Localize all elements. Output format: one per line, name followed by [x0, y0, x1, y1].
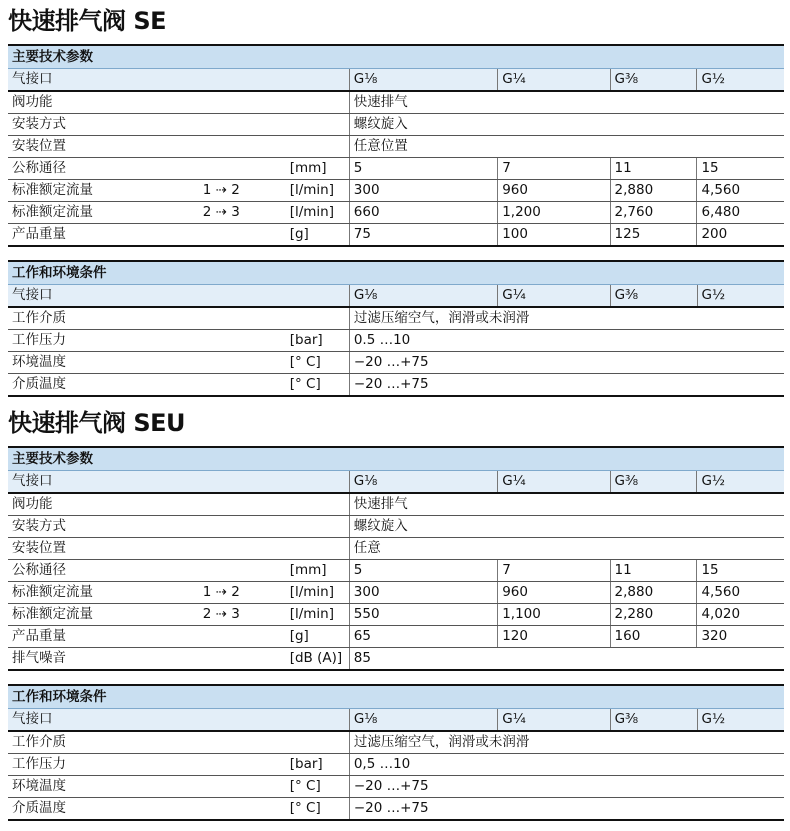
- row-label: 安装位置: [8, 538, 349, 560]
- se-env-port-2: G¼: [498, 285, 610, 308]
- se-main-port-4: G½: [697, 69, 784, 92]
- row-unit: [bar]: [286, 754, 350, 776]
- row-value: −20 …+75: [349, 352, 784, 374]
- row-label: 公称通径: [8, 158, 286, 180]
- row-sub: 1 ⇢ 2: [199, 582, 286, 604]
- row-value: 11: [610, 158, 697, 180]
- row-value: 960: [498, 582, 610, 604]
- row-unit: [l/min]: [286, 202, 350, 224]
- table-row: [8, 560, 784, 582]
- row-value: −20 …+75: [349, 374, 784, 397]
- row-value: 0.5 …10: [349, 330, 784, 352]
- row-value: 125: [610, 224, 697, 247]
- row-value: 1,200: [498, 202, 610, 224]
- table-row: [8, 374, 784, 397]
- row-unit: [l/min]: [286, 582, 350, 604]
- row-value: 2,280: [610, 604, 697, 626]
- se-env-port-label: 气接口: [8, 285, 349, 308]
- row-value: 快速排气: [349, 91, 784, 114]
- row-unit: [° C]: [286, 352, 350, 374]
- row-label: 阀功能: [8, 91, 349, 114]
- table-row: [8, 224, 784, 247]
- row-label: 工作压力: [8, 330, 286, 352]
- row-unit: [° C]: [286, 374, 350, 397]
- row-label: 产品重量: [8, 224, 286, 247]
- row-value: 11: [610, 560, 697, 582]
- se-env-table: [8, 260, 784, 397]
- row-value: 15: [697, 158, 784, 180]
- table-row: [8, 582, 784, 604]
- row-value: 300: [349, 582, 497, 604]
- row-sub: 2 ⇢ 3: [199, 202, 286, 224]
- row-value: 螺纹旋入: [349, 114, 784, 136]
- seu-env-port-4: G½: [697, 709, 784, 732]
- seu-main-table: [8, 446, 784, 671]
- row-value: 65: [349, 626, 497, 648]
- table-row: [8, 776, 784, 798]
- row-value: 快速排气: [349, 493, 784, 516]
- row-value: 过滤压缩空气，润滑或未润滑: [349, 731, 784, 754]
- row-value: 0,5 …10: [349, 754, 784, 776]
- row-value: 2,880: [610, 582, 697, 604]
- seu-title: 快速排气阀 SEU: [8, 409, 186, 437]
- seu-main-port-1: G⅛: [349, 471, 497, 494]
- se-main-header: 主要技术参数: [8, 45, 784, 69]
- seu-main-port-3: G⅜: [610, 471, 697, 494]
- table-row: [8, 136, 784, 158]
- row-value: 550: [349, 604, 497, 626]
- row-value: 5: [349, 560, 497, 582]
- row-label: 标准额定流量: [8, 180, 199, 202]
- row-value: 6,480: [697, 202, 784, 224]
- row-value: −20 …+75: [349, 776, 784, 798]
- row-value: 2,880: [610, 180, 697, 202]
- row-value: 7: [498, 560, 610, 582]
- seu-main-header: 主要技术参数: [8, 447, 784, 471]
- row-label: 工作介质: [8, 731, 349, 754]
- row-label: 阀功能: [8, 493, 349, 516]
- row-value: 320: [697, 626, 784, 648]
- se-env-port-3: G⅜: [610, 285, 697, 308]
- row-label: 安装方式: [8, 114, 349, 136]
- seu-env-header: 工作和环境条件: [8, 685, 784, 709]
- table-row: [8, 114, 784, 136]
- row-sub: 1 ⇢ 2: [199, 180, 286, 202]
- row-value: 120: [498, 626, 610, 648]
- row-unit: [l/min]: [286, 180, 350, 202]
- seu-env-port-1: G⅛: [349, 709, 497, 732]
- table-row: [8, 202, 784, 224]
- row-unit: [mm]: [286, 158, 350, 180]
- row-label: 标准额定流量: [8, 604, 199, 626]
- row-unit: [° C]: [286, 776, 350, 798]
- row-label: 介质温度: [8, 798, 286, 821]
- row-unit: [bar]: [286, 330, 350, 352]
- row-label: 环境温度: [8, 776, 286, 798]
- row-unit: [l/min]: [286, 604, 350, 626]
- row-value: 任意位置: [349, 136, 784, 158]
- row-value: 160: [610, 626, 697, 648]
- row-label: 安装方式: [8, 516, 349, 538]
- row-value: −20 …+75: [349, 798, 784, 821]
- row-value: 4,560: [697, 180, 784, 202]
- table-row: [8, 158, 784, 180]
- table-row: [8, 493, 784, 516]
- row-value: 1,100: [498, 604, 610, 626]
- se-title: 快速排气阀 SE: [8, 7, 167, 35]
- se-env-port-1: G⅛: [349, 285, 497, 308]
- row-value: 300: [349, 180, 497, 202]
- row-label: 工作压力: [8, 754, 286, 776]
- row-unit: [g]: [286, 224, 350, 247]
- row-label: 排气噪音: [8, 648, 286, 671]
- se-main-port-label: 气接口: [8, 69, 349, 92]
- table-row: [8, 626, 784, 648]
- seu-main-port-4: G½: [697, 471, 784, 494]
- row-label: 环境温度: [8, 352, 286, 374]
- row-value: 200: [697, 224, 784, 247]
- table-row: [8, 538, 784, 560]
- table-row: [8, 731, 784, 754]
- row-value: 过滤压缩空气，润滑或未润滑: [349, 307, 784, 330]
- row-value: 75: [349, 224, 497, 247]
- table-row: [8, 516, 784, 538]
- row-value: 7: [498, 158, 610, 180]
- se-env-header: 工作和环境条件: [8, 261, 784, 285]
- seu-main-port-label: 气接口: [8, 471, 349, 494]
- row-unit: [° C]: [286, 798, 350, 821]
- table-row: [8, 307, 784, 330]
- row-label: 标准额定流量: [8, 202, 199, 224]
- row-label: 介质温度: [8, 374, 286, 397]
- table-row: [8, 91, 784, 114]
- row-value: 任意: [349, 538, 784, 560]
- row-label: 公称通径: [8, 560, 286, 582]
- table-row: [8, 180, 784, 202]
- seu-env-table: [8, 684, 784, 821]
- row-value: 4,020: [697, 604, 784, 626]
- row-unit: [mm]: [286, 560, 350, 582]
- table-row: [8, 798, 784, 821]
- row-label: 安装位置: [8, 136, 349, 158]
- table-row: [8, 330, 784, 352]
- se-main-port-1: G⅛: [349, 69, 497, 92]
- row-value: 2,760: [610, 202, 697, 224]
- row-value: 100: [498, 224, 610, 247]
- row-unit: [dB (A)]: [286, 648, 350, 671]
- se-env-port-4: G½: [697, 285, 784, 308]
- se-main-port-3: G⅜: [610, 69, 697, 92]
- row-label: 标准额定流量: [8, 582, 199, 604]
- table-row: [8, 754, 784, 776]
- seu-env-port-3: G⅜: [610, 709, 697, 732]
- row-value: 螺纹旋入: [349, 516, 784, 538]
- table-row: [8, 352, 784, 374]
- row-value: 5: [349, 158, 497, 180]
- se-main-port-2: G¼: [498, 69, 610, 92]
- row-value: 85: [349, 648, 784, 671]
- table-row: [8, 604, 784, 626]
- row-value: 660: [349, 202, 497, 224]
- row-value: 960: [498, 180, 610, 202]
- table-row: [8, 648, 784, 671]
- seu-main-port-2: G¼: [498, 471, 610, 494]
- se-main-table: [8, 44, 784, 247]
- row-unit: [g]: [286, 626, 350, 648]
- row-value: 15: [697, 560, 784, 582]
- seu-env-port-label: 气接口: [8, 709, 349, 732]
- row-label: 工作介质: [8, 307, 349, 330]
- row-value: 4,560: [697, 582, 784, 604]
- row-label: 产品重量: [8, 626, 286, 648]
- row-sub: 2 ⇢ 3: [199, 604, 286, 626]
- seu-env-port-2: G¼: [498, 709, 610, 732]
